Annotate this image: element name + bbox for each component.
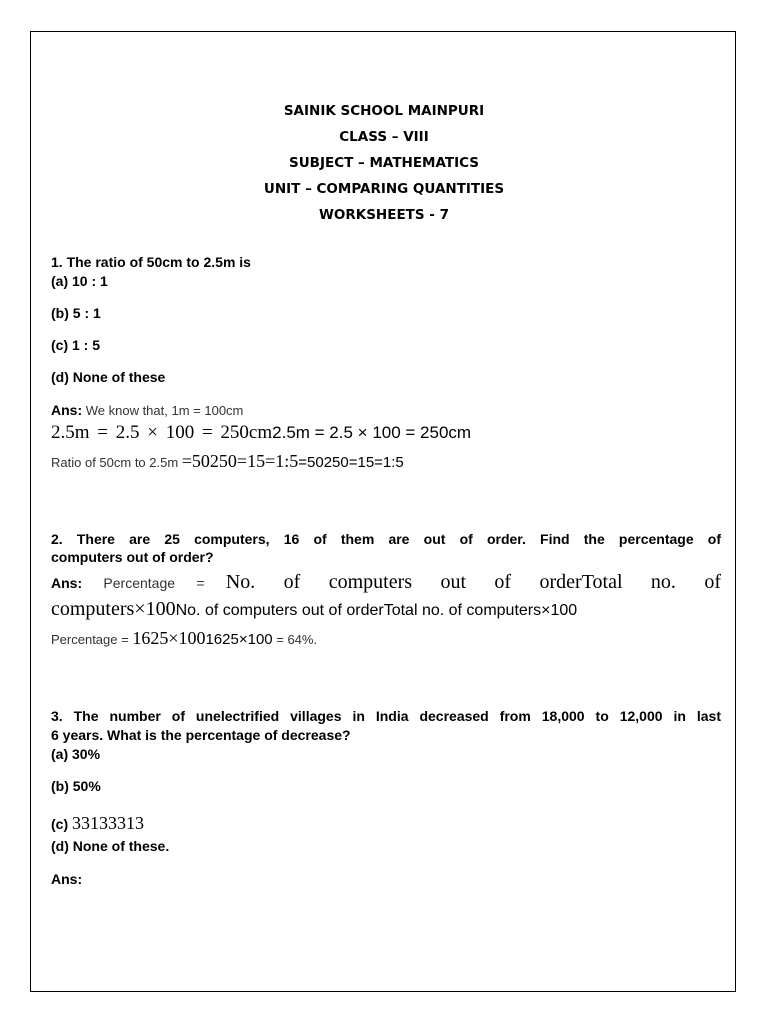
q1-option-b: (b) 5 : 1	[51, 305, 101, 321]
q2-plain-line-2: No. of computers out of orderTotal no. of computers×100	[175, 602, 578, 619]
q2-math-line-1: No. of computers out of orderTotal no. of	[225, 571, 721, 593]
q1-calculation	[51, 422, 471, 444]
q2-percentage-label-2: Percentage =	[51, 632, 133, 647]
q1-option-c: (c) 1 : 5	[51, 337, 101, 353]
q3-option-c-value: 33133313	[72, 813, 144, 833]
q1-option-a: (a) 10 : 1	[51, 273, 108, 289]
q2-answer-line-2	[51, 597, 577, 623]
q1-plain-1: 2.5m = 2.5 × 100 = 250cm	[272, 423, 472, 442]
q3-option-b: (b) 50%	[51, 778, 101, 794]
q2-answer-line-1	[51, 570, 721, 595]
school-name: SAINIK SCHOOL MAINPURI	[283, 103, 485, 119]
q2-math-line-2: computers×100	[51, 598, 176, 620]
question-3-line-2: 6 years. What is the percentage of decrease?	[51, 727, 351, 743]
question-2-line-1: 2. There are 25 computers, 16 of them are out of order. Find the percentage of	[51, 531, 721, 547]
q1-answer-line	[51, 402, 243, 420]
q1-math-1: 2.5m = 2.5 × 100 = 250cm	[51, 422, 273, 443]
question-2-line-2: computers out of order?	[51, 549, 214, 565]
q1-option-d: (d) None of these	[51, 369, 166, 385]
q2-math-3: 1625×100	[132, 628, 206, 648]
subject-heading: SUBJECT – MATHEMATICS	[289, 155, 479, 171]
q2-result: = 64%.	[272, 632, 318, 647]
q1-answer-text: We know that, 1m = 100cm	[82, 403, 244, 418]
q1-answer-label: Ans:	[51, 402, 83, 418]
worksheet-heading: WORKSHEETS - 7	[318, 207, 450, 223]
q1-math-2: =50250=15=1:5	[181, 451, 299, 471]
q2-percentage-label: Percentage =	[82, 575, 226, 591]
q2-answer-label: Ans:	[51, 575, 83, 591]
q1-plain-2: =50250=15=1:5	[298, 454, 404, 471]
q2-plain-3: 1625×100	[205, 631, 273, 648]
q3-option-c-label: (c)	[51, 816, 72, 832]
class-heading: CLASS – VIII	[339, 129, 429, 145]
unit-heading: UNIT – COMPARING QUANTITIES	[263, 181, 505, 197]
q3-option-a: (a) 30%	[51, 746, 101, 762]
q1-ratio-line	[51, 450, 404, 474]
question-3-line-1: 3. The number of unelectrified villages in India decreased from 18,000 to 12,000 in last	[51, 708, 721, 724]
q3-option-c	[51, 812, 144, 836]
question-1: 1. The ratio of 50cm to 2.5m is	[51, 254, 251, 270]
q3-answer-label: Ans:	[51, 871, 83, 887]
q1-ratio-label: Ratio of 50cm to 2.5m	[51, 455, 182, 470]
q2-result-line	[51, 627, 317, 651]
q3-option-d: (d) None of these.	[51, 838, 170, 854]
